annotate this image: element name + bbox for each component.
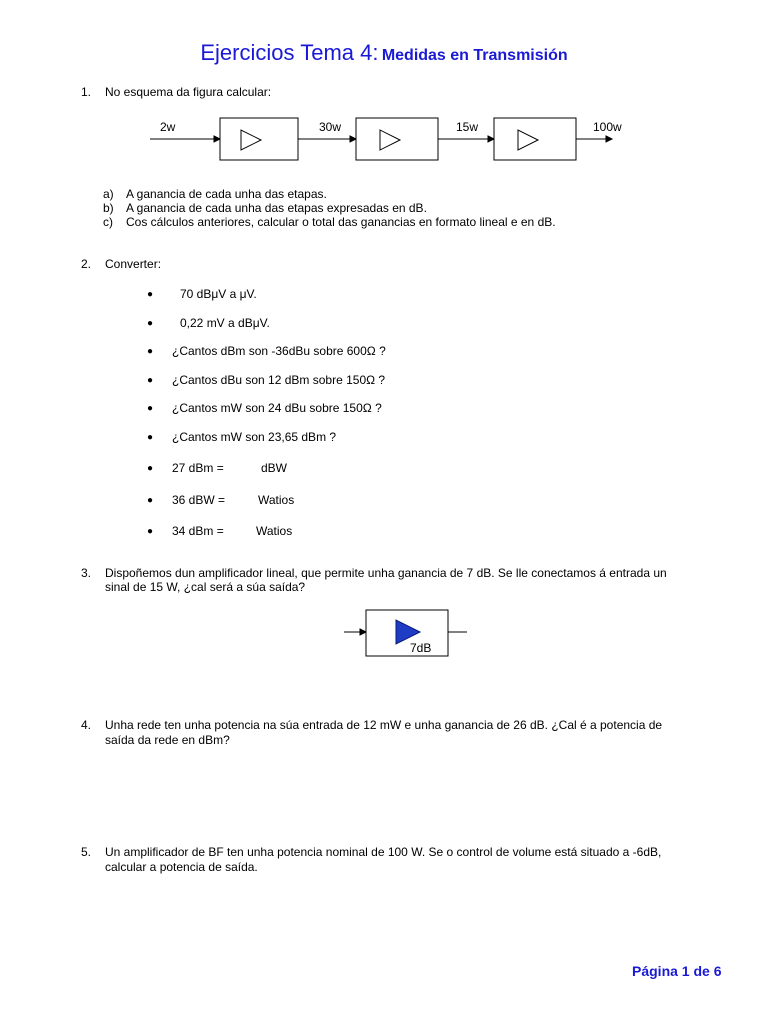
amplifier-diagram — [340, 604, 475, 664]
q2-fill-3-right: Watios — [256, 524, 293, 538]
q4-line-2: saída da rede en dBm? — [105, 733, 230, 747]
q1-item-a: A ganancia de cada unha das etapas. — [126, 187, 327, 201]
q5-line-1: Un amplificador de BF ten unha potencia nominal de 100 W. Se o control de volume está situado a -6dB, — [105, 845, 662, 859]
title-main: Ejercicios Tema 4: — [200, 40, 379, 65]
q3-number: 3. — [81, 566, 92, 580]
diagram-label-output: 100w — [593, 120, 622, 134]
q5-line-2: calcular a potencia de saída. — [105, 860, 258, 874]
title-sub: Medidas en Transmisión — [381, 47, 568, 64]
bullet-icon: ● — [147, 495, 154, 506]
amplifier-chain-diagram — [150, 108, 630, 168]
q2-item-6: ¿Cantos mW son 23,65 dBm ? — [172, 430, 337, 444]
diagram-label-stage1: 30w — [319, 120, 342, 134]
amplifier-gain-label: 7dB — [410, 641, 432, 655]
q2-item-4: ¿Cantos dBu son 12 dBm sobre 150Ω ? — [172, 373, 386, 387]
q1-item-c-letter: c) — [103, 215, 113, 229]
q2-fill-2-right: Watios — [258, 493, 295, 507]
bullet-icon: ● — [147, 432, 154, 443]
q2-item-5: ¿Cantos mW son 24 dBu sobre 150Ω ? — [172, 401, 382, 415]
q2-item-2: 0,22 mV a dBμV. — [180, 316, 270, 330]
diagram-label-stage2: 15w — [456, 120, 479, 134]
q4-line-1: Unha rede ten unha potencia na súa entrada de 12 mW e unha ganancia de 26 dB. ¿Cal é a potencia de — [105, 718, 663, 732]
q2-item-1: 70 dBμV a μV. — [180, 287, 257, 301]
bullet-icon: ● — [147, 289, 154, 300]
q4-number: 4. — [81, 718, 92, 732]
q1-text: No esquema da figura calcular: — [105, 85, 272, 99]
q5-number: 5. — [81, 845, 92, 859]
q1-item-b: A ganancia de cada unha das etapas expresadas en dB. — [126, 201, 427, 215]
q2-item-3: ¿Cantos dBm son -36dBu sobre 600Ω ? — [172, 344, 386, 358]
q3-line-1: Dispoñemos dun amplificador lineal, que permite unha ganancia de 7 dB. Se lle conectamos á entrada un — [105, 566, 667, 580]
diagram-label-input: 2w — [160, 120, 176, 134]
q3-line-2: sinal de 15 W, ¿cal será a súa saída? — [105, 580, 306, 594]
q1-item-c: Cos cálculos anteriores, calcular o total das ganancias en formato lineal e en dB. — [126, 215, 556, 229]
bullet-icon: ● — [147, 318, 154, 329]
bullet-icon: ● — [147, 463, 154, 474]
q2-number: 2. — [81, 257, 92, 271]
q2-fill-1-left: 27 dBm = — [172, 461, 224, 475]
q2-text: Converter: — [105, 257, 162, 271]
q2-fill-1-right: dBW — [261, 461, 288, 475]
q1-item-a-letter: a) — [103, 187, 114, 201]
q1-number: 1. — [81, 85, 92, 99]
page-title — [0, 40, 768, 66]
bullet-icon: ● — [147, 403, 154, 414]
q2-fill-3-left: 34 dBm = — [172, 524, 224, 538]
bullet-icon: ● — [147, 526, 154, 537]
q2-fill-2-left: 36 dBW = — [172, 493, 226, 507]
page-number: Página 1 de 6 — [632, 963, 722, 979]
bullet-icon: ● — [147, 375, 154, 386]
q1-item-b-letter: b) — [103, 201, 114, 215]
bullet-icon: ● — [147, 346, 154, 357]
